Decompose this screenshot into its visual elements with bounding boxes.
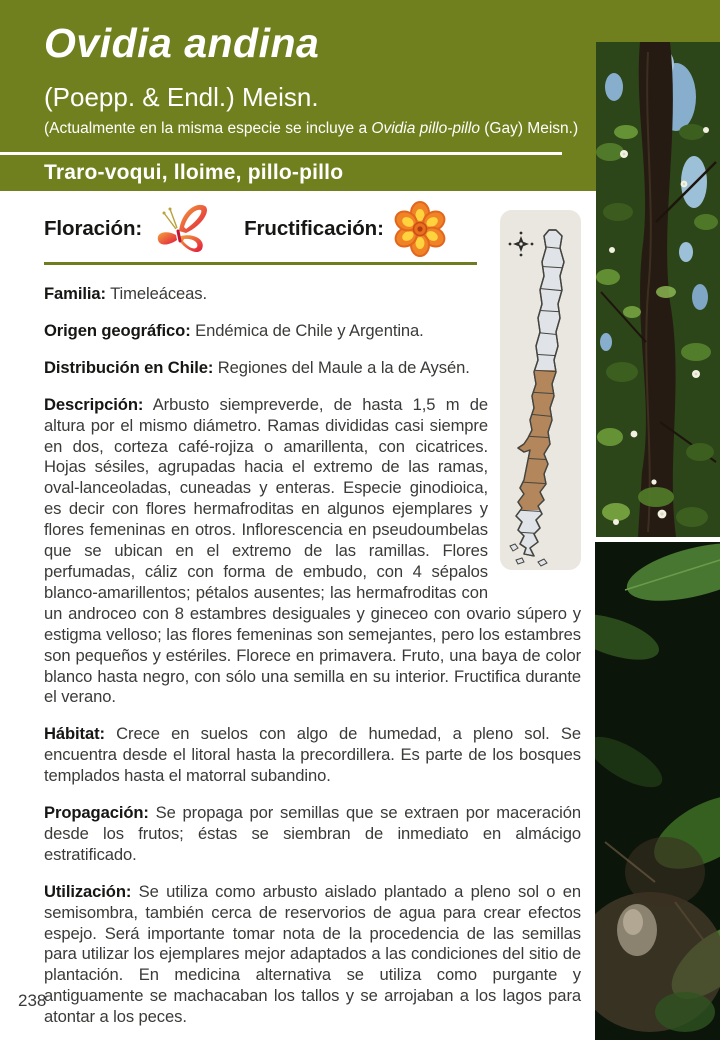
section-label: Origen geográfico: [44, 320, 191, 340]
synonym-suffix: (Gay) Meisn.) [479, 120, 579, 137]
section-utilizacion [44, 882, 581, 1028]
section-habitat [44, 724, 581, 787]
leaf-detail-photo [595, 542, 720, 1040]
butterfly-icon [150, 199, 212, 259]
species-author: (Poepp. & Endl.) Meisn. [44, 82, 319, 112]
section-text: Endémica de Chile y Argentina. [195, 320, 424, 340]
phenology-row [44, 196, 477, 265]
synonym-prefix: (Actualmente en la misma especie se incluye a [44, 120, 372, 137]
flowering-label: Floración: [44, 216, 143, 240]
section-label: Familia: [44, 284, 106, 303]
section-propagacion [44, 803, 581, 866]
header-divider [0, 152, 562, 155]
fruiting-label: Fructificación: [244, 216, 384, 240]
chile-distribution-map [500, 210, 581, 570]
leaves-photo-graphic [595, 542, 720, 1040]
section-text: Se propaga por semillas que se extraen por maceración desde los frutos; éstas se siembran de inmediato en almácigo estratificado. [44, 803, 581, 864]
species-title: Ovidia andina [44, 20, 320, 66]
section-text: Timeleáceas. [110, 284, 207, 303]
species-content [44, 196, 581, 1028]
section-text: Crece en suelos con algo de humedad, a pleno sol. Se encuentra desde el litoral hasta la precordillera. Es parte de los bosques templados hasta el matorral subandino. [44, 724, 581, 786]
habit-photo [596, 42, 720, 537]
section-text: Arbusto siempreverde, de hasta 1,5 m de altura por el mismo diámetro. Ramas divididas casi siempre en dos, corteza café-rojiza o amarillenta, con cicatrices. Hojas sésiles, agrupadas hacia el extremo de las ramas, oval-lanceoladas, cuneadas y enteras. Especie ginodioica, es decir con flores hermafroditas en algunos ejemplares y flores femeninas en otros. Inflorescencia en pseudoumbelas que se ubican en el extremo de las ramillas. Flores perfumadas, cáliz con forma de embudo, con 4 sépalos blanco-amarillentos; pétalos ausentes; las hermafroditas con un androceo con 8 estambres desiguales y gineceo con ovario súpero y estigma velloso; las flores femeninas son semejantes, pero los estambres son pequeños y estériles. Florece en primavera. Fruto, una baya de color blanco hasta negro, con sólo una semilla en su interior. Fructifica durante el verano. [44, 394, 581, 707]
section-text: Se utiliza como arbusto aislado plantado a pleno sol o en semisombra, también cerca de reservorios de agua para crear efectos espejo. Será importante tomar nota de la procedencia de las semillas para utilizar los ejemplares mejor adaptados a las condiciones del sitio de plantación. En medicina alternativa se utiliza como purgante y antiguamente se machacaban los tallos y se arrojaban a los lagos para atontar a los peces. [44, 881, 581, 1027]
section-text: Regiones del Maule a la de Aysén. [217, 357, 470, 377]
common-names: Traro-voqui, lloime, pillo-pillo [44, 161, 344, 184]
synonym-species: Ovidia pillo-pillo [371, 120, 480, 137]
flower-icon [392, 201, 448, 257]
distribution-map-panel [500, 210, 581, 570]
section-label: Propagación: [44, 803, 149, 823]
page-number: 238 [18, 991, 47, 1010]
synonym-note [44, 120, 578, 138]
section-label: Descripción: [44, 394, 144, 414]
section-label: Distribución en Chile: [44, 357, 214, 377]
compass-icon [509, 232, 534, 257]
section-label: Hábitat: [44, 724, 105, 744]
forest-photo-graphic [596, 42, 720, 537]
section-label: Utilización: [44, 881, 132, 901]
